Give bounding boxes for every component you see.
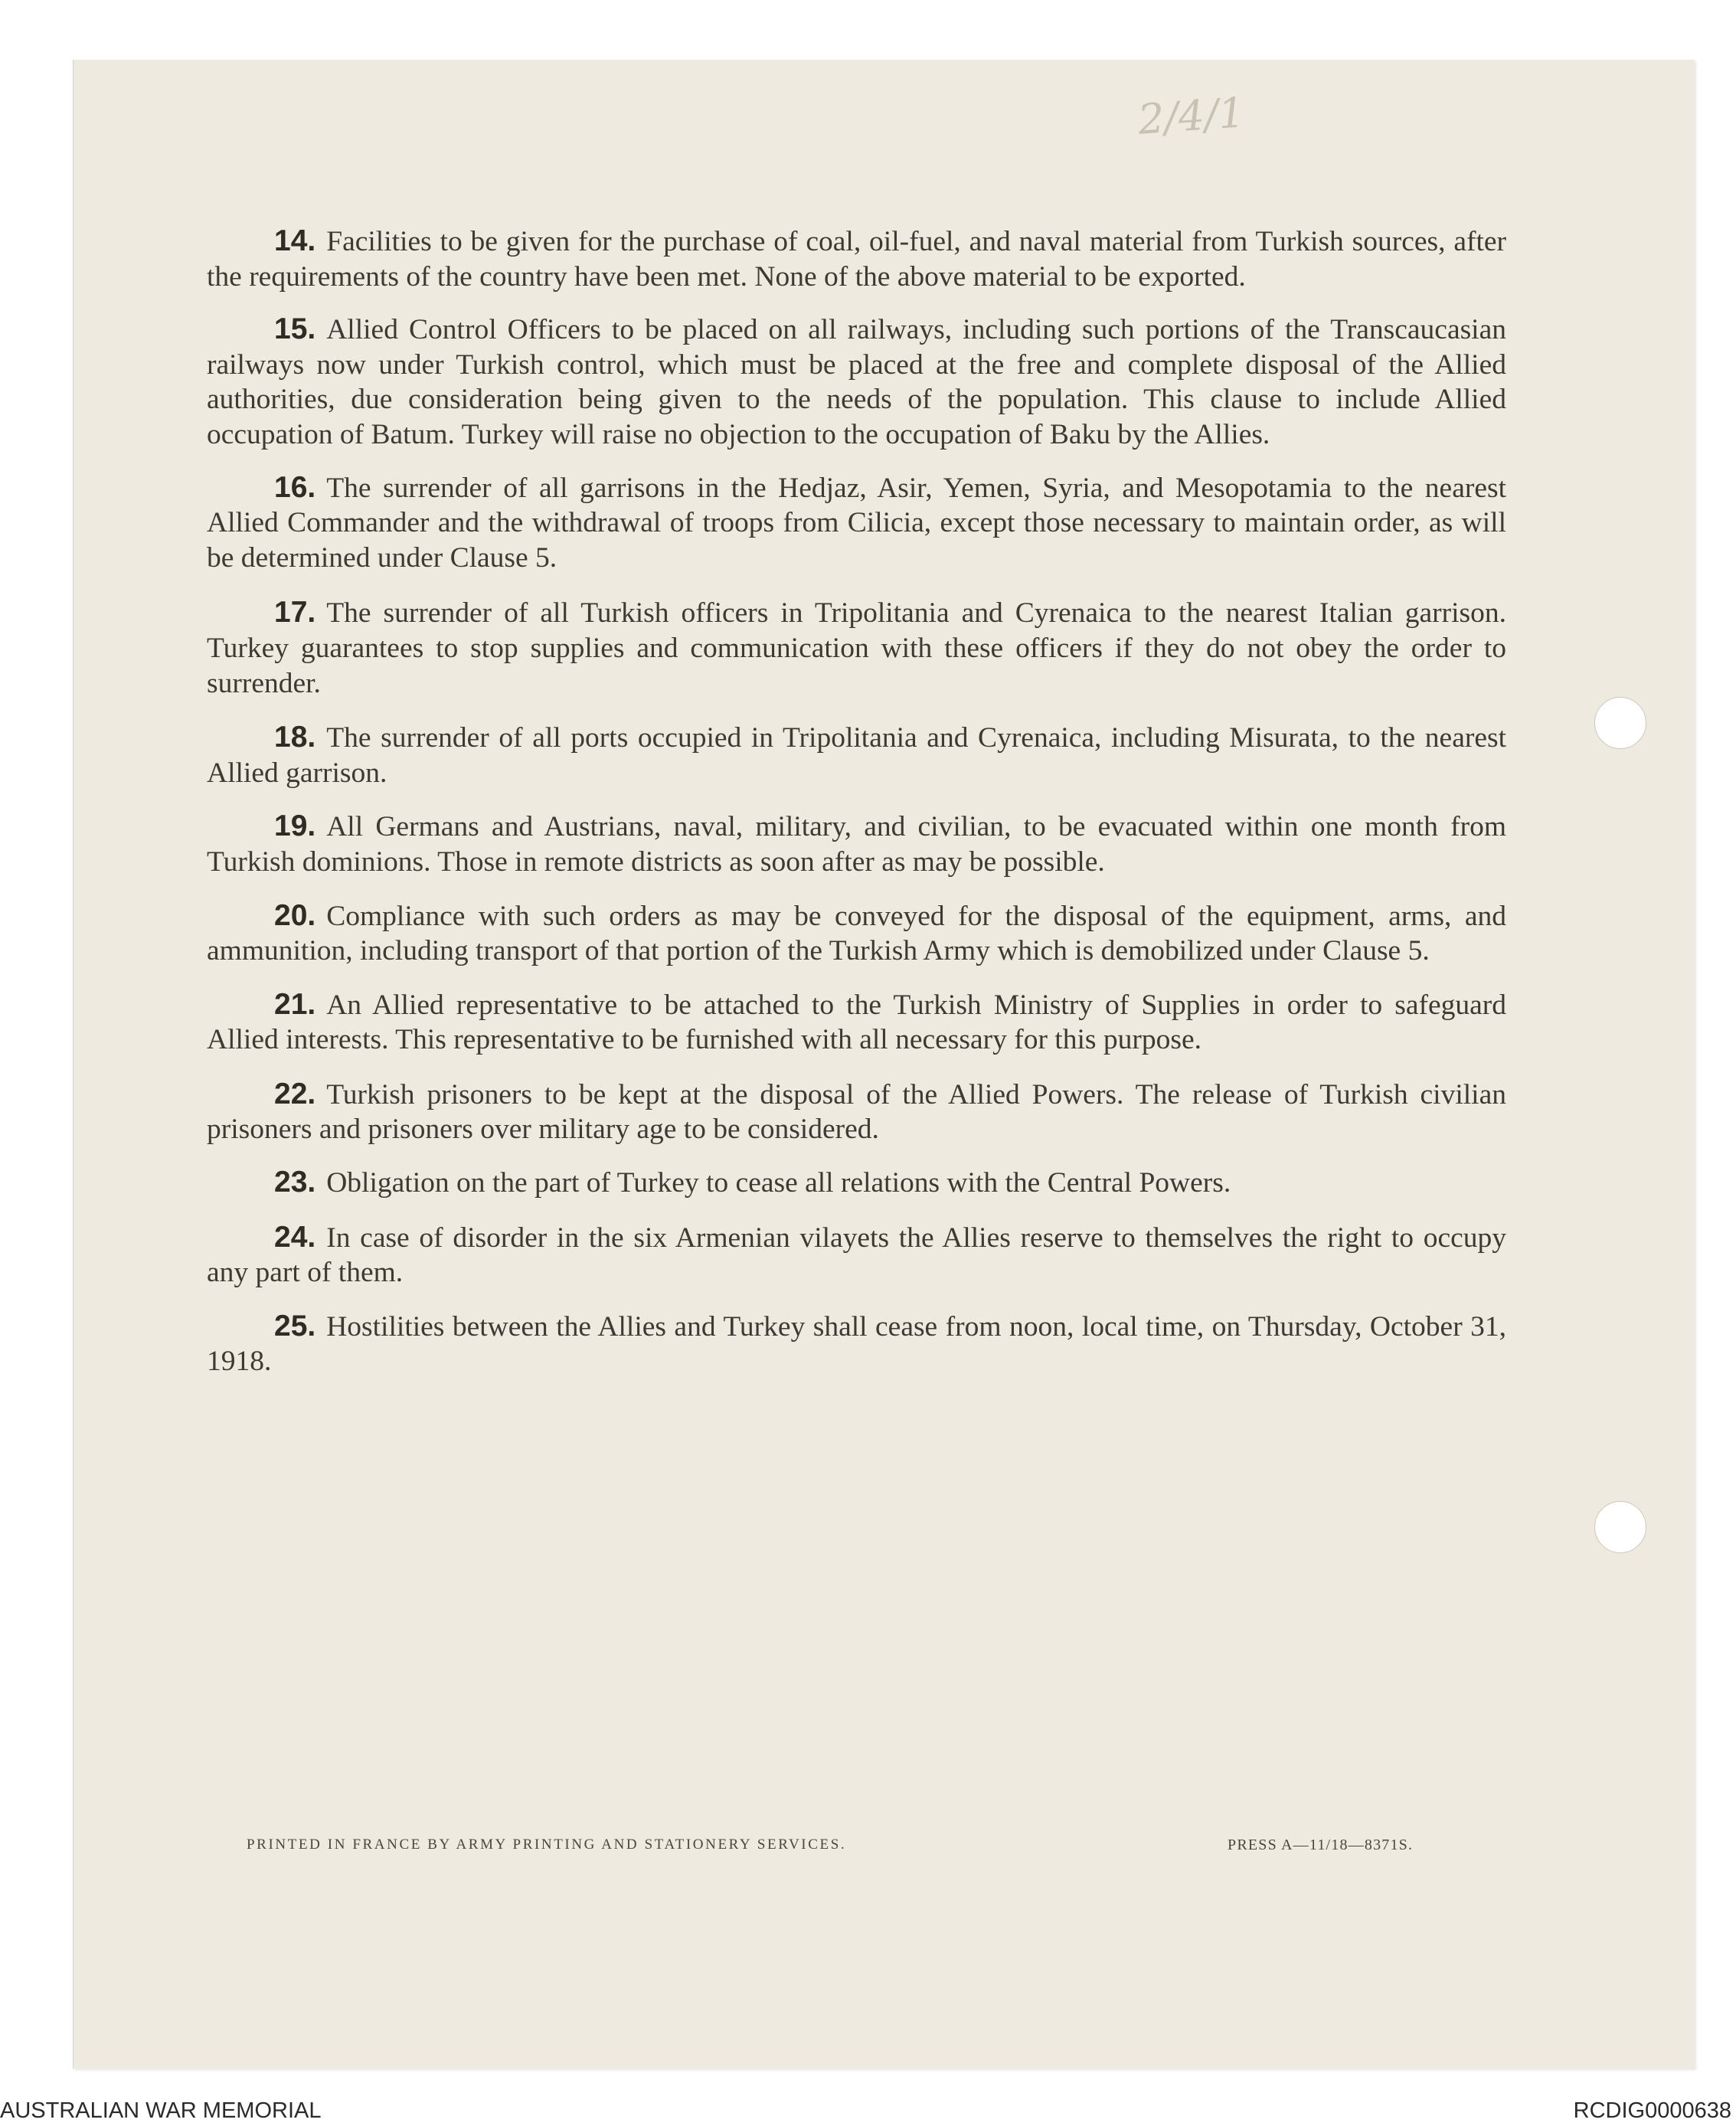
punch-hole bbox=[1594, 697, 1646, 749]
clause-text: Hostilities between the Allies and Turkey shall cease from noon, local time, on Thursday, October 31, 1918. bbox=[207, 1310, 1506, 1378]
clause-text: Facilities to be given for the purchase of coal, oil-fuel, and naval material from Turkish sources, after the requirements of the country have been met. None of the above material to be exported. bbox=[207, 226, 1506, 293]
clause-19 bbox=[207, 809, 1506, 879]
archive-id: RCDIG0000638 bbox=[1573, 2098, 1731, 2123]
clause-23 bbox=[207, 1165, 1506, 1201]
clause-number: 22. bbox=[274, 1077, 316, 1110]
clause-number: 14. bbox=[274, 224, 316, 257]
clause-number: 23. bbox=[274, 1166, 316, 1199]
clause-text: Turkish prisoners to be kept at the disposal of the Allied Powers. The release of Turkish civilian prisoners and prisoners over military age to be considered. bbox=[207, 1078, 1506, 1146]
clause-21 bbox=[207, 987, 1506, 1058]
clause-number: 15. bbox=[274, 312, 316, 346]
clause-number: 19. bbox=[274, 810, 316, 843]
clause-17 bbox=[207, 595, 1506, 701]
clause-20 bbox=[207, 898, 1506, 969]
clause-text: The surrender of all ports occupied in Tripolitania and Cyrenaica, including Misurata, to the nearest Allied garrison. bbox=[207, 722, 1506, 789]
clause-text: Obligation on the part of Turkey to cease all relations with the Central Powers. bbox=[326, 1167, 1231, 1199]
clause-18 bbox=[207, 720, 1506, 790]
clause-24 bbox=[207, 1220, 1506, 1290]
punch-hole bbox=[1594, 1501, 1646, 1553]
clause-text: The surrender of all garrisons in the Hedjaz, Asir, Yemen, Syria, and Mesopotamia to the nearest Allied Commander and the withdrawal of troops from Cilicia, except those necessary to maintain order, as will be determined under Clause 5. bbox=[207, 472, 1506, 574]
clause-15 bbox=[207, 312, 1506, 452]
archive-credit: AUSTRALIAN WAR MEMORIAL bbox=[0, 2098, 322, 2123]
press-code: PRESS A—11/18—8371S. bbox=[1228, 1837, 1414, 1853]
pencil-annotation: 2/4/1 bbox=[1136, 88, 1247, 144]
clause-text: Allied Control Officers to be placed on all railways, including such portions of the Transcaucasian railways now under Turkish control, which must be placed at the free and complete disposal of the Allied authorities, due consideration being given to the needs of the population. This clause to include Allied occupation of Batum. Turkey will raise no objection to the occupation of Baku by the Allies. bbox=[207, 314, 1506, 450]
clause-number: 20. bbox=[274, 898, 316, 932]
clause-16 bbox=[207, 470, 1506, 576]
clause-number: 24. bbox=[274, 1220, 316, 1254]
clause-25 bbox=[207, 1309, 1506, 1379]
clause-22 bbox=[207, 1077, 1506, 1147]
clause-text: The surrender of all Turkish officers in Tripolitania and Cyrenaica to the nearest Italian garrison. Turkey guarantees to stop supplies and communication with these officers if they do not obey the order to surrender. bbox=[207, 597, 1506, 699]
clause-text: All Germans and Austrians, naval, military, and civilian, to be evacuated within one month from Turkish dominions. Those in remote districts as soon after as may be possible. bbox=[207, 811, 1506, 878]
clause-number: 18. bbox=[274, 721, 316, 754]
clause-number: 25. bbox=[274, 1309, 316, 1343]
clause-number: 17. bbox=[274, 596, 316, 630]
clause-text: In case of disorder in the six Armenian vilayets the Allies reserve to themselves the right to occupy any part of them. bbox=[207, 1222, 1506, 1289]
clause-number: 21. bbox=[274, 987, 316, 1021]
clauses-body bbox=[207, 224, 1506, 1379]
clause-number: 16. bbox=[274, 470, 316, 504]
clause-14 bbox=[207, 224, 1506, 294]
printer-imprint: PRINTED IN FRANCE BY ARMY PRINTING AND STATIONERY SERVICES. bbox=[247, 1837, 847, 1853]
clause-text: Compliance with such orders as may be conveyed for the disposal of the equipment, arms, and ammunition, including transport of that portion of the Turkish Army which is demobilized under Clause 5. bbox=[207, 900, 1506, 967]
clause-text: An Allied representative to be attached to the Turkish Ministry of Supplies in order to safeguard Allied interests. This representative to be furnished with all necessary for this purpose. bbox=[207, 989, 1506, 1056]
